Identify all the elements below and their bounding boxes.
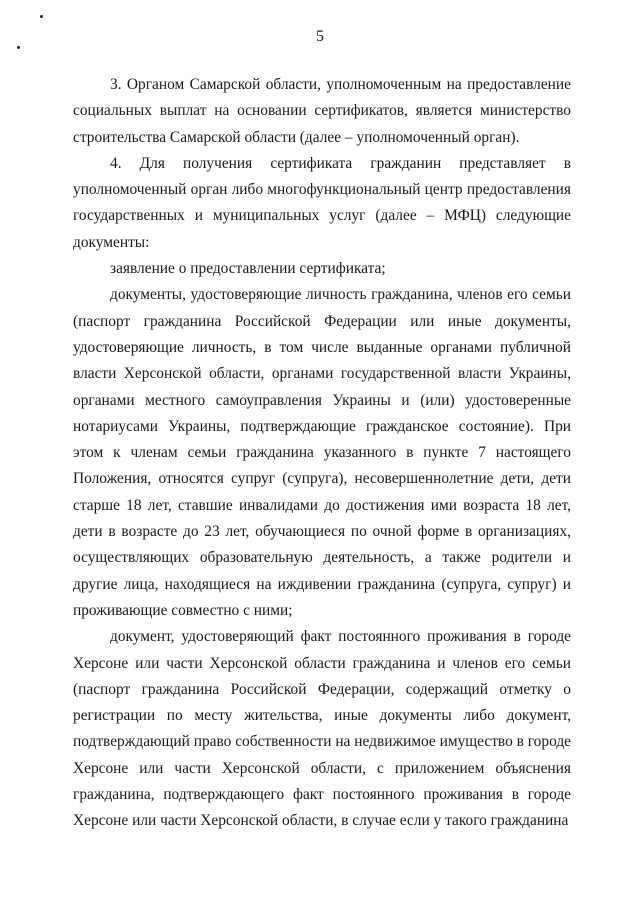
paragraph-identity-documents: документы, удостоверяющие личность гражданина, членов его семьи (паспорт гражданина Российской Федерации или иные документы, удостоверяющие личность, в том числе выданные органами публичной власти Херсонской области, органами государственной власти Украины, органами местного самоуправления Украины и (или) удостоверенные нотариусами Украины, подтверждающие гражданское состояние). При этом к членам семьи гражданина указанного в пункте 7 настоящего Положения, относятся супруг (супруга), несовершеннолетние дети, дети старше 18 лет, ставшие инвалидами до достижения ими возраста 18 лет, дети в возрасте до 23 лет, обучающиеся по очной форме в организациях, осуществляющих образовательную деятельность, а также родители и другие лица, находящиеся на иждивении гражданина (супруга, супруг) и проживающие совместно с ними; [73,286,571,619]
scan-speck [40,15,43,18]
paragraph-clause-4: 4. Для получения сертификата гражданин представляет в уполномоченный орган либо многофункциональный центр предоставления государственных и муниципальных услуг (далее – МФЦ) следующие документы: [73,154,571,251]
paragraph-clause-3: 3. Органом Самарской области, уполномоченным на предоставление социальных выплат на основании сертификатов, является министерство строительства Самарской области (далее – уполномоченный орган). [73,76,571,146]
document-body [73,72,571,835]
paragraph-application: заявление о предоставлении сертификата; [110,260,386,278]
page-number: 5 [316,28,324,45]
paragraph-residence-document: документ, удостоверяющий факт постоянного проживания в городе Херсоне или части Херсонской области гражданина и членов его семьи (паспорт гражданина Российской Федерации, содержащий отметку о регистрации по месту жительства, иные документы либо документ, подтверждающий право собственности на недвижимое имущество в городе Херсоне или части Херсонской области, с приложением объяснения гражданина, подтверждающего факт постоянного проживания в городе Херсоне или части Херсонской области, в случае если у такого гражданина [73,628,571,830]
scan-speck [17,46,20,49]
